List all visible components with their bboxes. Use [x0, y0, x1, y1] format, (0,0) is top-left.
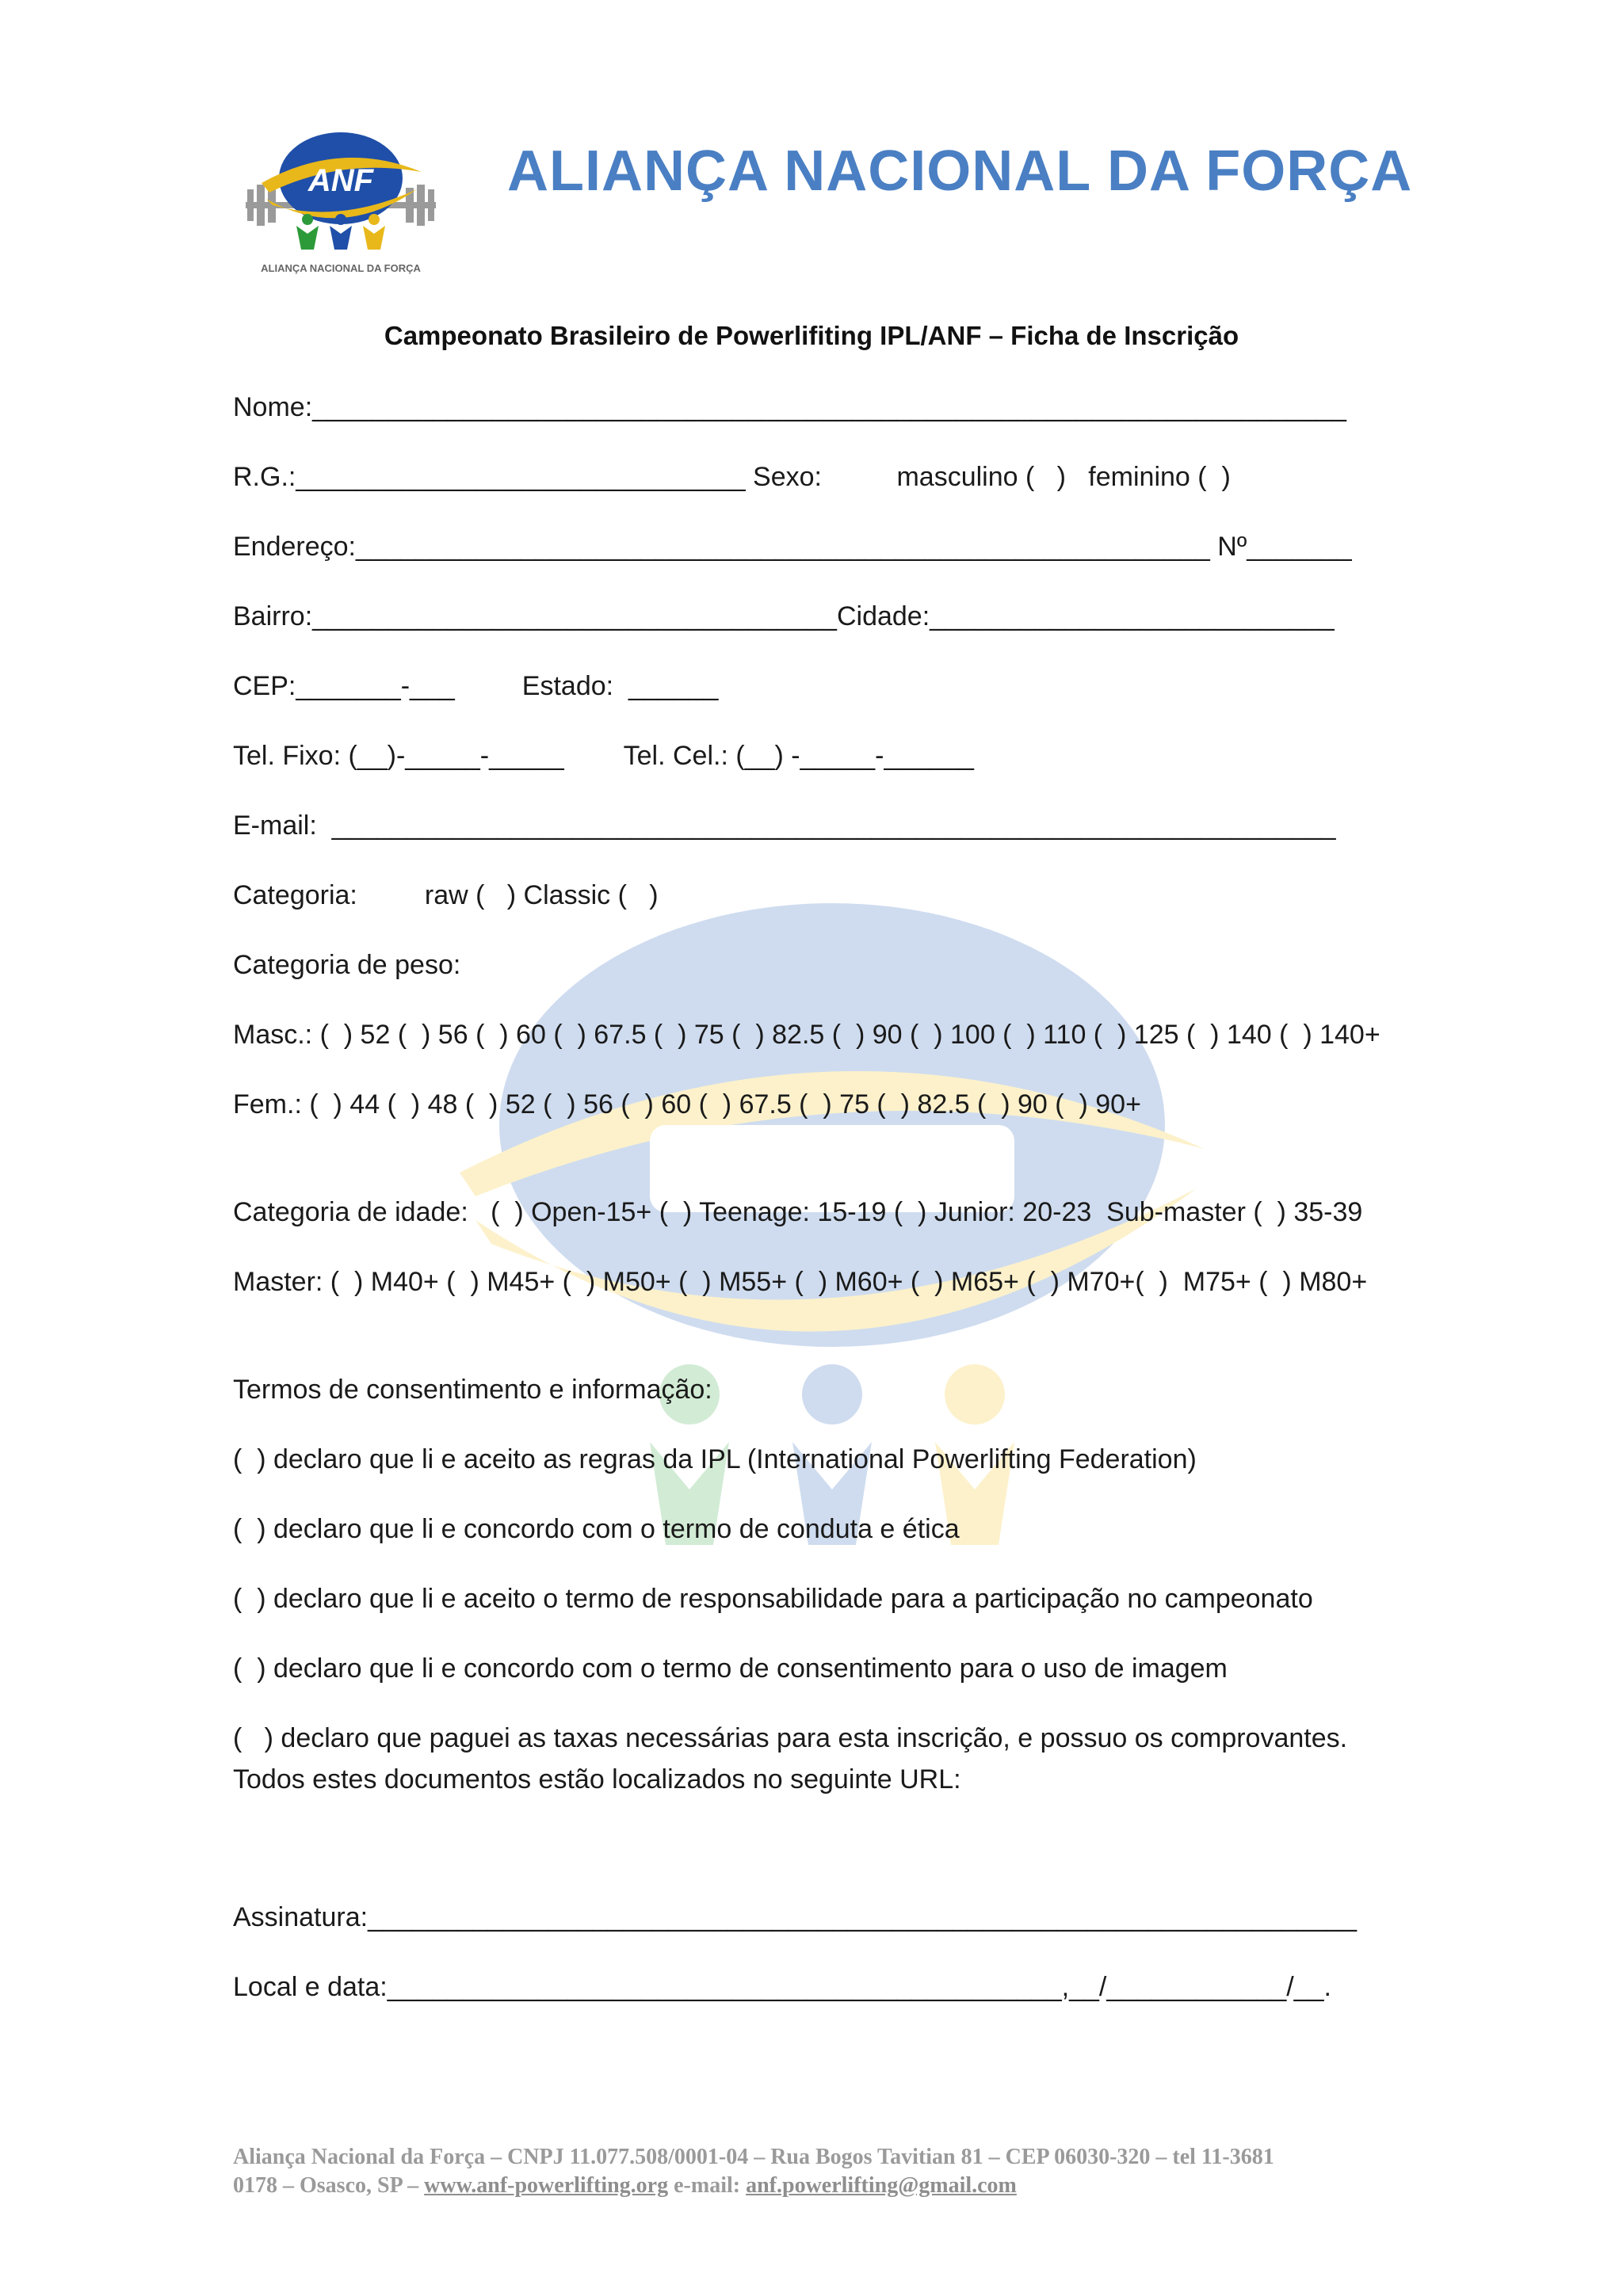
- footer-line2-prefix: 0178 – Osasco, SP –: [233, 2173, 425, 2198]
- assinatura-field[interactable]: Assinatura:__________________________________________________________________: [233, 1902, 1358, 1932]
- termos-heading: Termos de consentimento e informação:: [233, 1375, 712, 1405]
- anf-logo-icon: [238, 123, 444, 281]
- termo-taxas[interactable]: ( ) declaro que paguei as taxas necessárias para esta inscrição, e possuo os comprovantes.: [233, 1723, 1348, 1753]
- page-title: ALIANÇA NACIONAL DA FORÇA: [507, 139, 1413, 203]
- email-label: e-mail:: [668, 2173, 747, 2198]
- categoria-peso-label: Categoria de peso:: [233, 950, 461, 980]
- fem-peso-options[interactable]: Fem.: ( ) 44 ( ) 48 ( ) 52 ( ) 56 ( ) 60 ( ) 67.5 ( ) 75 ( ) 82.5 ( ) 90 ( ) 90+: [233, 1089, 1141, 1119]
- termo-responsabilidade[interactable]: ( ) declaro que li e aceito o termo de responsabilidade para a participação no campeonato: [233, 1584, 1313, 1614]
- footer: [233, 2143, 1406, 2200]
- documentos-url-text: Todos estes documentos estão localizados no seguinte URL:: [233, 1764, 961, 1794]
- email-field[interactable]: E-mail: ___________________________________________________________________: [233, 810, 1336, 841]
- masc-peso-options[interactable]: Masc.: ( ) 52 ( ) 56 ( ) 60 ( ) 67.5 ( ) 75 ( ) 82.5 ( ) 90 ( ) 100 ( ) 110 ( ) 125 ( ) 140 ( ) 140+: [233, 1020, 1381, 1050]
- nome-field[interactable]: Nome:_____________________________________________________________________: [233, 392, 1346, 422]
- termo-imagem[interactable]: ( ) declaro que li e concordo com o termo de consentimento para o uso de imagem: [233, 1653, 1228, 1684]
- form-subtitle: Campeonato Brasileiro de Powerlifiting IPL/ANF – Ficha de Inscrição: [384, 321, 1239, 350]
- categoria-idade-options[interactable]: Categoria de idade: ( ) Open-15+ ( ) Teenage: 15-19 ( ) Junior: 20-23 Sub-master ( ) 35-39: [233, 1197, 1363, 1227]
- website-link[interactable]: www.anf-powerlifting.org: [424, 2173, 669, 2198]
- footer-line2: [233, 2172, 1406, 2200]
- logo-text: ANF: [307, 163, 374, 198]
- rg-sexo-field[interactable]: R.G.:______________________________ Sexo: masculino ( ) feminino ( ): [233, 462, 1231, 492]
- logo-caption: ALIANÇA NACIONAL DA FORÇA: [261, 262, 421, 274]
- endereco-field[interactable]: Endereço:_________________________________________________________ Nº_______: [233, 532, 1352, 562]
- termo-regras[interactable]: ( ) declaro que li e aceito as regras da IPL (International Powerlifting Federation): [233, 1444, 1197, 1474]
- telefone-field[interactable]: Tel. Fixo: (__)-_____-_____ Tel. Cel.: (__) -_____-______: [233, 741, 974, 771]
- termo-conduta[interactable]: ( ) declaro que li e concordo com o termo de conduta e ética: [233, 1514, 960, 1544]
- categoria-field[interactable]: Categoria: raw ( ) Classic ( ): [233, 880, 659, 910]
- email-link[interactable]: anf.powerlifting@gmail.com: [746, 2173, 1017, 2198]
- cep-estado-field[interactable]: CEP:_______-___ Estado: ______: [233, 671, 719, 701]
- bairro-cidade-field[interactable]: Bairro:___________________________________Cidade:___________________________: [233, 601, 1335, 631]
- footer-line1: Aliança Nacional da Força – CNPJ 11.077.508/0001-04 – Rua Bogos Tavitian 81 – CEP 06030-320 – tel 11-3681: [233, 2145, 1274, 2169]
- local-data-field[interactable]: Local e data:_____________________________________________,__/____________/__.: [233, 1972, 1331, 2002]
- master-options[interactable]: Master: ( ) M40+ ( ) M45+ ( ) M50+ ( ) M55+ ( ) M60+ ( ) M65+ ( ) M70+( ) M75+ ( ) M80+: [233, 1267, 1368, 1297]
